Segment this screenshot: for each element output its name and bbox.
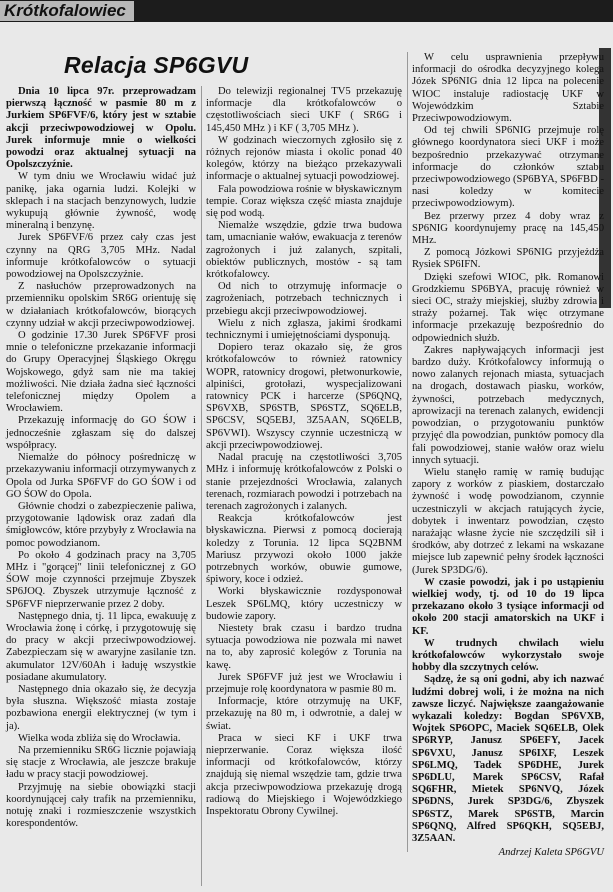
paragraph: Wielka woda zbliża się do Wrocławia. [18,732,181,744]
paragraph: Fala powodziowa rośnie w błyskawicznym tempie. Coraz większa część miasta znajduje się pod wodą. [206,183,402,220]
paragraph: Od tej chwili SP6NIG przejmuje rolę głównego koordynatora sieci UKF i może bezpośrednio przekazywać otrzymane informacje do członków sztabu przeciwpowodziowego (SP6BYA, SP6FBD - nasi koledzy w komitecie przeciwpowodziowym). [412,125,604,210]
paragraph: Jurek SP6FVF/6 przez cały czas jest czynny na QRG 3,705 MHz. Nadal informuje krótkofalowców o sytuacji powodziowej na Opolszczyźnie. [6,232,196,281]
paragraph: Dnia 10 lipca 97r. przeprowadzam pierwszą łączność w pasmie 80 m z Jurkiem SP6FVF/6, który jest w sztabie akcji przeciwpowodziowej w Opolu. Jurek informuje mnie o wielkości powodzi oraz aktualnej sytuacji na Opolszczyźnie. [6,86,196,171]
author-signature: Andrzej Kaleta SP6GVU [498,847,604,859]
paragraph: W godzinach wieczornych zgłosiło się z różnych rejonów miasta i okolic ponad 40 kolegów, którzy na bieżąco przekazywali informacje o aktualnej sytuacji powodziowej. [206,134,402,183]
paragraph: Głównie chodzi o zabezpieczenie paliwa, przygotowanie lądowisk oraz zadań dla śmigłowców, które przybyły z Wrocławia na pomoc powodzianom. [6,500,196,549]
paragraph: Niemalże wszędzie, gdzie trwa budowa tam, umacnianie wałów, ewakuacja z terenów zagrożonych i już zalanych, szpitali, obiektów publicznych, mostów - są tam krótkofalowcy. [206,220,402,281]
paragraph: Dzięki szefowi WIOC, płk. Romanowi Grodzkiemu SP6BYA, pracuję również w sieci OC, straży miejskiej, służby zdrowia i straży pożarnej. Tak więc otrzymane informacje przekazuję bezpośrednio do odpowiednich służb. [412,271,604,344]
paragraph: Od nich to otrzymuję informacje o zagrożeniach, potrzebach technicznych i przebiegu akcji przeciwpowodziowej. [206,281,402,317]
column-divider [407,52,408,852]
paragraph: Po około 4 godzinach pracy na 3,705 MHz i "gorącej" linii telefonicznej z GO ŚOW moje czynności przejmuje Zbyszek SP6JOQ. Zbyszek utrzymuje łączność z SP6FVF nieprzerwanie przez 2 doby. [6,549,196,610]
paragraph: W tym dniu we Wrocławiu widać już panikę, jaka ogarnia ludzi. Kolejki w sklepach i na stacjach benzynowych, ludzie wykupują głównie żywność, wodę mineralną i benzynę. [6,171,196,232]
paragraph: Wielu stanęło ramię w ramię budując zapory z worków z piaskiem, dostarczało żywność i wodę powodzianom, czynnie uczestniczyli w akcjach ratujących życie, dobytek i inwentarz powodzian, często narażając własne życie nie szczędzili sił i środków, aby dotrzeć z lekami na wskazane miejsce lub zapewnić pełny środek łączności (Jurek SP3DG/6). [412,466,604,576]
article-title: Relacja SP6GVU [64,52,249,78]
article-column-3 [412,52,604,859]
paragraph: W czasie powodzi, jak i po ustąpieniu wielkiej wody, tj. od 10 do 19 lipca przekazano około 3 tysiące informacji od około 200 stacji amatorskich na UKF i KF. [412,576,604,637]
paragraph: Reakcja krótkofalowców jest błyskawiczna. Pierwsi z pomocą docierają koledzy z Torunia. 12 lipca SQ2BNM Mariusz przywozi około 1000 jakże potrzebnych worków, obuwie gumowe, śpiwory, koce i odzież. [206,513,402,586]
paragraph: Zakres napływających informacji jest bardzo duży. Krótkofalowcy informują o nowo zalanych rejonach miasta, sytuacjach na drogach, dostawach piasku, worków, żywności, potrzebach medycznych, aprowizacji na terenach zalanych, ewidencji powodzian, o przygotowaniu punktów przyjęć dla powodzian, punktów pomocy dla fali powodziowej, stanie wałów oraz wielu innych sytuacji. [412,344,604,466]
paragraph: Nadal pracuję na częstotliwości 3,705 MHz i informuję krótkofalowców z Polski o stanie przejezdności Wrocławia, zalanych terenach, rozmiarach powodzi i potrzebach na terenach zagrożonych i zalanych. [206,452,402,512]
article-column-1 [6,86,196,830]
paragraph: Następnego dnia, tj. 11 lipca, ewakuuję z Wrocławia żonę i córkę, i przygotowuję się do pracy w akcji przeciwpowodziowej. Zabezpieczam się w awaryjne zasilanie tzn. akumulator 12V/60Ah i ładuję wszystkie posiadane akumulatory. [6,610,196,683]
paragraph: Następnego dnia okazało się, że decyzja była słuszna. Większość miasta zostaje pozbawiona energii elektrycznej (w tym i ja). [6,683,196,732]
paragraph: Przekazuję informację do GO ŚOW i jednocześnie zgłaszam się do dalszej współpracy. [6,415,196,451]
paragraph: Przyjmuję na siebie obowiązki stacji koordynującej cały trafik na przemienniku, notuję znaki i rozmieszczenie wszystkich korespondentów. [6,781,196,830]
article-column-2 [206,86,402,818]
paragraph: Do telewizji regionalnej TV5 przekazuję informacje dla krótkofalowców o częstotliwościach sieci UKF ( SR6G i 145,450 MHz ) i KF ( 3,705 MHz ). [206,86,402,134]
paragraph: Informacje, które otrzymuję na UKF, przekazuję na 80 m, i odwrotnie, a dalej w świat. [206,696,402,732]
section-label: Krótkofalowiec [0,1,134,21]
paragraph: Z pomocą Józkowi SP6NIG przyjeżdża Rysiek SP6IFN. [412,247,604,271]
paragraph: O godzinie 17.30 Jurek SP6FVF prosi mnie o telefoniczne przekazanie informacji do Grupy Operacyjnej Śląskiego Okręgu Wojskowego, gdyż sam nie ma takiej możliwości. Nie działa żadna sieć łączności telefonicznej między Opolem a Wrocławiem. [6,330,196,415]
column-divider [201,86,202,886]
paragraph: Dopiero teraz okazało się, że gros krótkofalowców to również ratownicy WOPR, ratownicy drogowi, płetwonurkowie, alpiniści, grotołazi, wyspecjalizowani ratownicy PCK i harcerze (SP6QNQ, SP6VXB, SP6STB, SP6STZ, SQ6ELB, SP6CSV, SQ5EBJ, 3Z5AAN, SQ6ELB, SP6VWI). Wszyscy czynnie uczestniczą w akcji przeciwpowodziowej. [206,342,402,451]
paragraph: Worki błyskawicznie rozdysponował Leszek SP6LMQ, który uczestniczy w budowie zapory. [206,586,402,622]
paragraph: Jurek SP6FVF już jest we Wrocławiu i przejmuje rolę koordynatora w pasmie 80 m. [206,671,402,695]
paragraph: Z nasłuchów przeprowadzonych na przemienniku opolskim SR6G orientuję się w działaniach krótkofalowców, biorących czynny udział w akcji przeciwpowodziowej. [6,281,196,329]
paragraph: Niemalże do północy pośredniczę w przekazywaniu informacji otrzymywanych z Opola od Jurka SP6FVF do GO ŚOW i od GO ŚOW do Opola. [6,452,196,500]
paragraph: Praca w sieci KF i UKF trwa nieprzerwanie. Coraz większa ilość informacji od krótkofalowców, którzy znajdują się niemal wszędzie tam, gdzie trwa akcja przeciwpowodziowa przekazuję drogą radiową do Miejskiego i Wojewódzkiego Inspektoratu Obrony Cywilnej. [206,732,402,817]
paragraph: W celu usprawnienia przepływu informacji do ośrodka decyzyjnego kolega Józek SP6NIG dnia 12 lipca na polecenie WIOC instaluje radiostację UKF w Wojewódzkim Sztabie Przeciwpowodziowym. [412,52,604,125]
paragraph: W trudnych chwilach wielu krótkofalowców wykorzystało swoje hobby dla szczytnych celów. [412,637,604,674]
paragraph: Sądzę, że są oni godni, aby ich nazwać ludźmi dobrej woli, i że można na nich zawsze liczyć. Największe zaangażowanie wykazali koledzy: Bogdan SP6VXB, Wojtek SP6OPC, Maciek SQ6ELB, Olek SP6RYP, Janusz SP6EFY, Jacek SP6VXU, Janusz SP6IXF, Leszek SP6LMQ, Tadek SP6DHE, Jurek SP6DLU, Marek SP6CSV, Rafał SQ6FHR, Mietek SP6NVQ, Józek SP6DNS, Jurek SP3DG/6, Zbyszek SP6STZ, Marek SP6STB, Marcin SP6QNQ, Alfred SP6QKH, SQ5EBJ, 3Z5AAN. [412,674,604,844]
paragraph: Niestety brak czasu i bardzo trudna sytuacja powodziowa nie pozwala mi nawet na to, aby zaprosić kolegów z Torunia na kawę. [206,622,402,671]
section-header-bar [0,0,613,22]
paragraph: Na przemienniku SR6G licznie pojawiają się stacje z Wrocławia, ale jeszcze brakuje ładu w pracy stacji powodziowej. [6,744,196,781]
paragraph: Wielu z nich zgłasza, jakimi środkami technicznymi i umiejętnościami dysponują. [206,317,402,342]
paragraph: Bez przerwy przez 4 doby wraz z SP6NIG koordynujemy pracę na 145,450 MHz. [412,210,604,247]
